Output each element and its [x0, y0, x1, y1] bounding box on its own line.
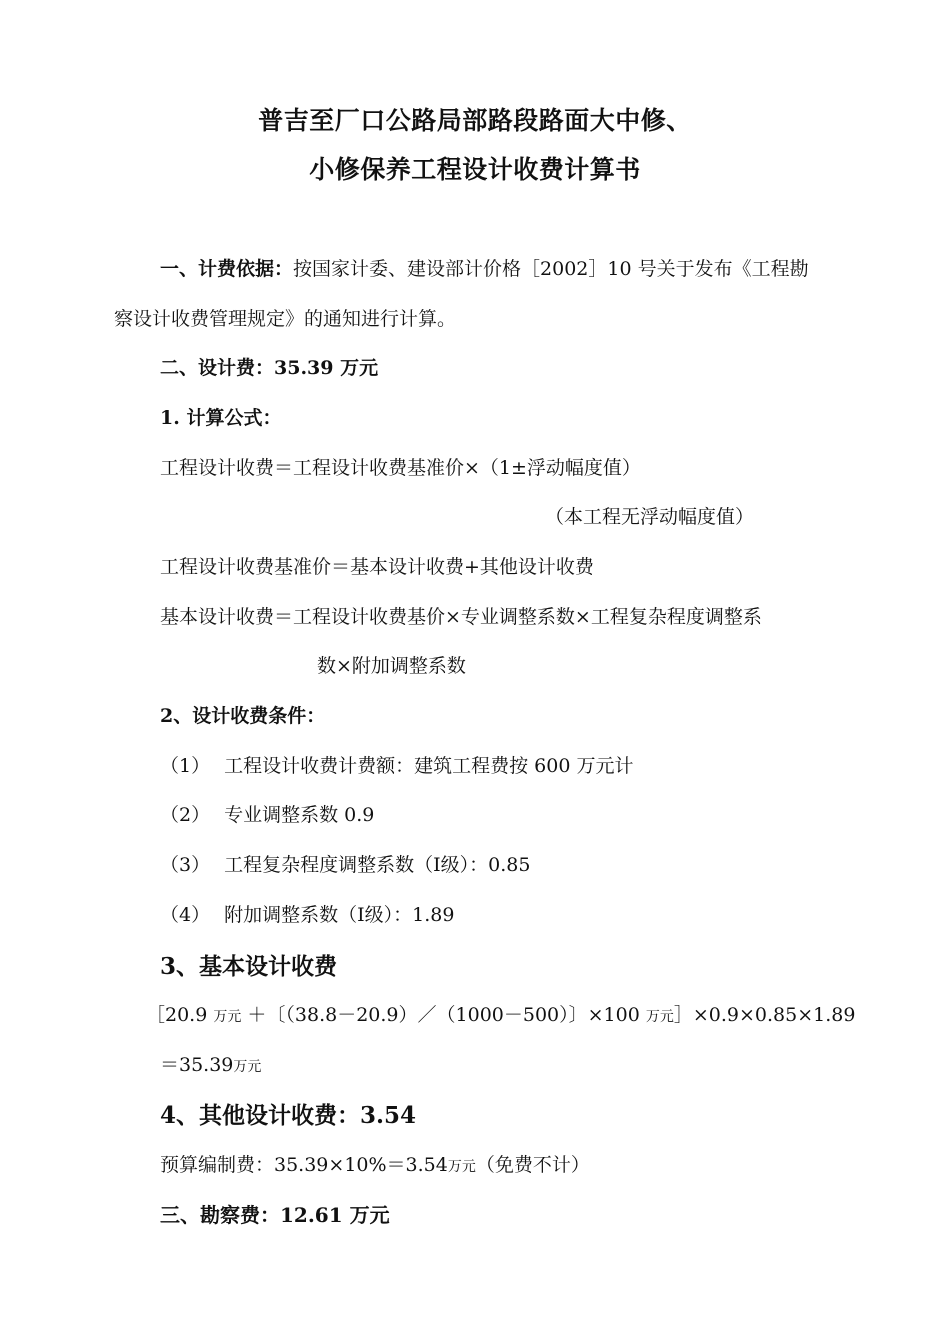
- formula-line3: 工程设计收费基准价＝基本设计收费+其他设计收费: [160, 556, 594, 578]
- condition-text: 专业调整系数 0.9: [224, 804, 375, 826]
- formula-line4: 基本设计收费＝工程设计收费基价×专业调整系数×工程复杂程度调整系: [160, 606, 762, 628]
- result-value: ＝35.39: [160, 1054, 234, 1076]
- basis-paragraph: [160, 254, 809, 281]
- formula-heading: 1. 计算公式：: [160, 407, 282, 429]
- unit-label: 万元: [645, 1009, 674, 1025]
- formula-line1: 工程设计收费＝工程设计收费基准价×（1±浮动幅度值）: [160, 457, 641, 479]
- document-title-line2: 小修保养工程设计收费计算书: [309, 155, 641, 184]
- basis-text-line1: 按国家计委、建设部计价格［2002］10 号关于发布《工程勘: [293, 258, 809, 280]
- basic-fee-result: [160, 1050, 261, 1077]
- basic-fee-calculation: [146, 1000, 855, 1027]
- other-fee-calculation: [160, 1150, 590, 1177]
- basic-fee-heading: 3、基本设计收费: [160, 953, 338, 980]
- other-fee-note: （免费不计）: [475, 1154, 590, 1176]
- condition-number: （4）: [160, 904, 211, 926]
- basis-label: 一、计费依据：: [160, 258, 294, 280]
- condition-item: [160, 850, 530, 877]
- calc-part-c: ］×0.9×0.85×1.89: [673, 1004, 856, 1026]
- survey-fee-heading: 三、勘察费：12.61 万元: [160, 1203, 390, 1227]
- unit-label: 万元: [447, 1159, 476, 1175]
- other-fee-heading: 4、其他设计收费：3.54: [160, 1102, 417, 1129]
- condition-text: 工程设计收费计费额：建筑工程费按 600 万元计: [224, 755, 634, 777]
- condition-number: （1）: [160, 755, 211, 777]
- formula-line2: （本工程无浮动幅度值）: [545, 506, 755, 528]
- formula-line5: 数×附加调整系数: [317, 655, 466, 677]
- basis-text-line2: 察设计收费管理规定》的通知进行计算。: [114, 308, 457, 330]
- unit-label: 万元: [233, 1059, 262, 1075]
- design-fee-heading: 二、设计费：35.39 万元: [160, 357, 379, 379]
- condition-item: [160, 900, 454, 927]
- condition-text: 工程复杂程度调整系数（Ⅰ级）：0.85: [224, 854, 531, 876]
- condition-item: [160, 800, 374, 827]
- other-fee-text: 预算编制费：35.39×10%＝3.54: [160, 1154, 448, 1176]
- unit-label: 万元: [213, 1009, 242, 1025]
- condition-text: 附加调整系数（Ⅰ级）：1.89: [224, 904, 455, 926]
- condition-item: [160, 751, 634, 778]
- calc-part-a: ［20.9: [146, 1004, 208, 1026]
- document-title-line1: 普吉至厂口公路局部路段路面大中修、: [258, 106, 692, 135]
- condition-number: （3）: [160, 854, 211, 876]
- conditions-heading: 2、设计收费条件：: [160, 705, 326, 727]
- calc-part-b: ＋〔（38.8－20.9）／（1000－500）〕×100: [247, 1004, 640, 1026]
- condition-number: （2）: [160, 804, 211, 826]
